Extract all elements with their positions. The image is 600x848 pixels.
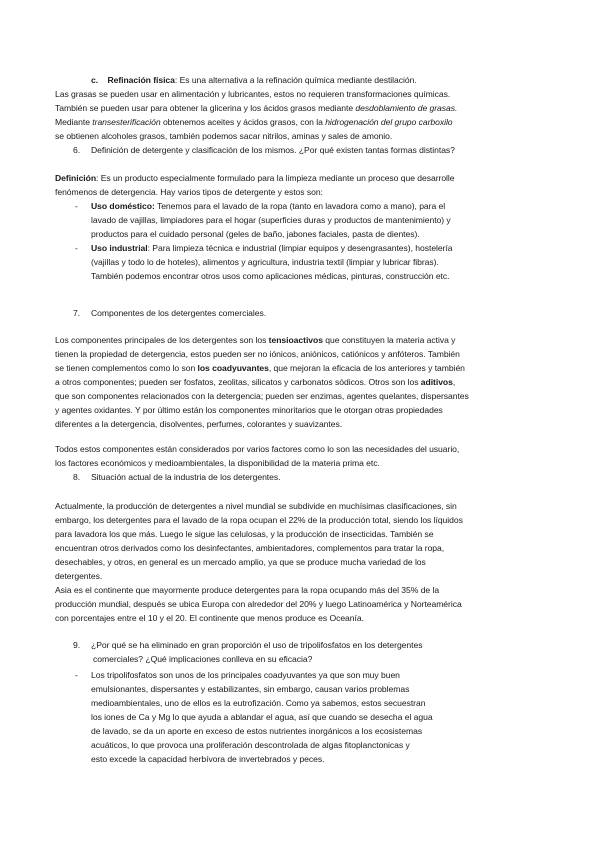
bullet-dash: - [75, 243, 78, 253]
sec-c-text: : Es una alternativa a la refinación química mediante destilación. [174, 75, 417, 85]
sec-c-marker: c. [91, 75, 99, 85]
sec-c-heading [91, 75, 417, 86]
answer-9-line: Los tripolifosfatos son unos de los principales coadyuvantes ya que son muy buen [91, 670, 400, 680]
definition-line [55, 173, 455, 184]
components-text: que constituyen la materia activa y [322, 335, 456, 345]
industry-line: Actualmente, la producción de detergentes a nivel mundial se subdivide en muchísimas clasificaciones, sin [55, 501, 457, 511]
components-text: Los componentes principales de los detergentes son los [55, 335, 269, 345]
components-bold: aditivos [420, 377, 453, 387]
industrial-text: : Para limpieza técnica e industrial (limpiar equipos y desengrasantes), hostelería [147, 243, 453, 253]
industry-line: encuentran otros derivados como los desinfectantes, ambientadores, complementos para tratar la ropa, [55, 543, 445, 553]
answer-9-line: de lavado, se da un aporte en exceso de estos nutrientes inorgánicos a los ecosistemas [91, 726, 423, 736]
industrial-line: (vajillas y todo lo de hoteles), alimentos y agricultura, industria textil (limpiar y lubricar fibras). [91, 257, 439, 267]
industry-line: detergentes. [55, 571, 103, 581]
answer-9-line: acuáticos, lo que provoca una proliferación descontrolada de algas fitoplanctonicas y [91, 740, 410, 750]
question-6-text: Definición de detergente y clasificación de los mismos. ¿Por qué existen tantas formas distintas? [91, 145, 455, 155]
sec-c-title: Refinación física [107, 75, 175, 85]
industry-line: Asia es el continente que mayormente produce detergentes para la ropa ocupando más del 35% de la [55, 585, 440, 595]
question-7-number: 7. [73, 308, 81, 318]
answer-9-line: medioambientales, uno de ellos es la eutrofización. Como ya sabemos, estos secuestran [91, 698, 426, 708]
domestic-label: Uso doméstico: [91, 201, 155, 211]
sec-c-italic: hidrogenación del grupo carboxilo [325, 117, 453, 127]
sec-c-text: Mediante [55, 117, 93, 127]
industry-line: producción mundial, después se ubica Europa con alrededor del 20% y luego Latinoamérica y Norteamérica [55, 599, 462, 609]
industry-line: para lavadora los que más. Luego le sigue las celulosas, y la producción de insecticidas. También se [55, 529, 434, 539]
components-line [55, 335, 455, 346]
components-line [55, 363, 465, 374]
answer-9-line: emulsionantes, dispersantes y estabilizantes, sin embargo, causan varios problemas [91, 684, 410, 694]
sec-c-line: se obtienen alcoholes grasos, también podemos sacar nitrilos, aminas y sales de amonio. [55, 131, 393, 141]
sec-c-text: obtenemos aceites y ácidos grasos, con la [160, 117, 326, 127]
components-line: Todos estos componentes están considerados por varios factores como lo son las necesidades del usuario, [55, 444, 460, 454]
question-9-line: comerciales? ¿Qué implicaciones conlleva en su eficacia? [93, 654, 313, 664]
components-line: y agentes oxidantes. Y por último están los componentes minoritarios que le otorgan otras propiedades [55, 405, 443, 415]
question-6-number: 6. [73, 145, 81, 155]
components-line: tienen la propiedad de detergencia, estos pueden ser no iónicos, aniónicos, catiónicos y anfóteros. También [55, 349, 460, 359]
industry-line: desechables, y otros, en general es un mercado amplio, ya que se produce mucha variedad de los [55, 557, 426, 567]
components-line: los factores económicos y medioambientales, la disponibilidad de la materia prima etc. [55, 458, 380, 468]
industry-line: con porcentajes entre el 10 y el 20. El continente que menos produce es Oceanía. [55, 613, 364, 623]
question-9 [73, 640, 422, 651]
components-line: que son componentes relacionados con la detergencia; pueden ser enzimas, agentes quelantes, dispersantes [55, 391, 469, 401]
definition-line: fenómenos de detergencia. Hay varios tipos de detergente y estos son: [55, 187, 323, 197]
question-9-number: 9. [73, 640, 81, 650]
components-bold: tensioactivos [268, 335, 323, 345]
components-text: se tienen complementos como lo son [55, 363, 198, 373]
question-7-text: Componentes de los detergentes comerciales. [91, 308, 267, 318]
sec-c-line [55, 103, 457, 114]
industry-line: embargo, los detergentes para el lavado de la ropa ocupan el 22% de la producción total, siendo los líquidos [55, 515, 463, 525]
domestic-text: Tenemos para el lavado de la ropa (tanto en lavadora como a mano), para el [154, 201, 446, 211]
domestic-line: lavado de vajillas, limpiadores para el hogar (superficies duras y productos de mantenimiento) y [91, 215, 451, 225]
sec-c-italic: transesterificación [92, 117, 161, 127]
question-8 [73, 472, 280, 483]
sec-c-line: Las grasas se pueden usar en alimentación y lubricantes, estos no requieren transformaciones químicas. [55, 89, 451, 99]
domestic-line: productos para el cuidado personal (geles de baño, jabones faciales, pasta de dientes). [91, 229, 420, 239]
question-8-text: Situación actual de la industria de los detergentes. [91, 472, 281, 482]
components-text: a otros componentes; pueden ser fosfatos, zeolitas, silicatos y carbonatos sódicos. Otros son los [55, 377, 421, 387]
question-7 [73, 308, 266, 319]
question-9-text: ¿Por qué se ha eliminado en gran proporción el uso de tripolifosfatos en los detergentes [91, 640, 423, 650]
domestic-line [91, 201, 445, 212]
definition-text: : Es un producto especialmente formulado para la limpieza mediante un proceso que desarrolle [96, 173, 455, 183]
question-8-number: 8. [73, 472, 81, 482]
question-6 [73, 145, 455, 156]
industrial-line [91, 243, 453, 254]
sec-c-line [55, 117, 453, 128]
components-text: , que mejoran la eficacia de los anteriores y también [268, 363, 465, 373]
industrial-label: Uso industrial [91, 243, 148, 253]
components-text: , [452, 377, 456, 387]
bullet-dash: - [75, 201, 78, 211]
sec-c-italic: desdoblamiento de grasas. [355, 103, 458, 113]
answer-9-line: los iones de Ca y Mg lo que ayuda a ablandar el agua, así que cuando se desecha el agua [91, 712, 433, 722]
sec-c-text: También se pueden usar para obtener la glicerina y los ácidos grasos mediante [55, 103, 356, 113]
components-bold: los coadyuvantes [197, 363, 269, 373]
components-line [55, 377, 455, 388]
definition-label: Definición [55, 173, 97, 183]
answer-9-line: esto excede la capacidad herbívora de invertebrados y peces. [91, 754, 325, 764]
industrial-line: También podemos encontrar otros usos como aplicaciones médicas, pinturas, construcción etc. [91, 271, 450, 281]
components-line: diferentes a la detergencia, disolventes, perfumes, colorantes y suavizantes. [55, 419, 343, 429]
bullet-dash: - [75, 670, 78, 680]
